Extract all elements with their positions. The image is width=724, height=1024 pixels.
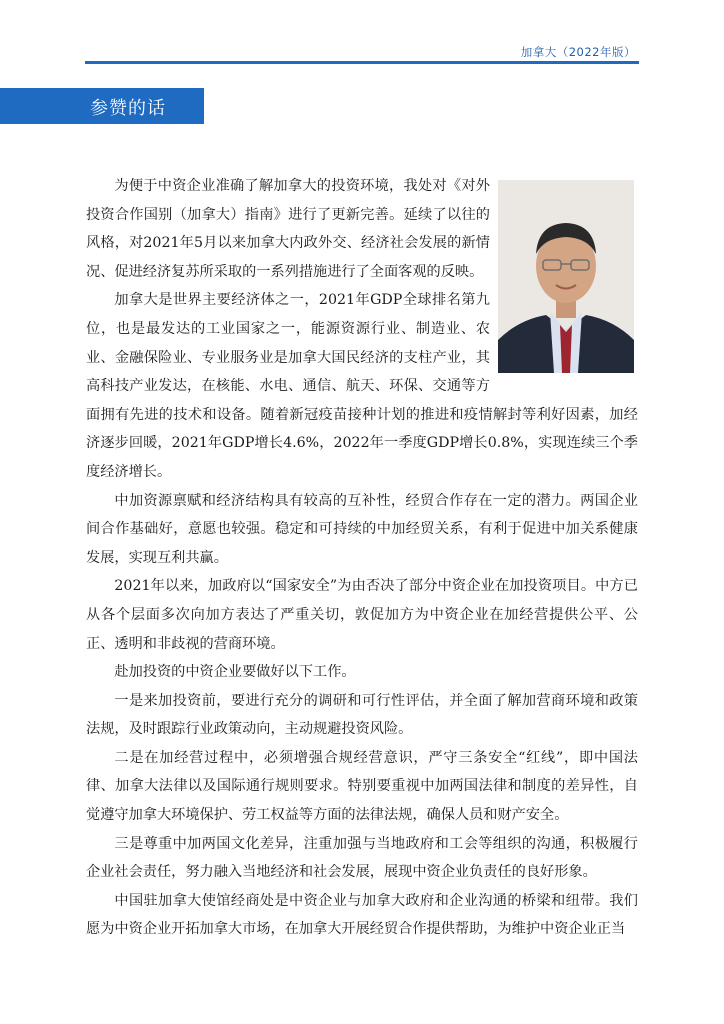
paragraph: 赴加投资的中资企业要做好以下工作。	[114, 664, 356, 681]
header-rule	[85, 61, 639, 64]
running-header: 加拿大（2022年版）	[520, 45, 636, 59]
paragraph: 二是在加经营过程中，必须增强合规经营意识，严守三条安全“红线”，即中国法律、加拿大法律以及国际通行规则要求。特别要重视中加两国法律和制度的差异性，自觉遵守加拿大环境保护、劳工权益等方面的法律法规，确保人员和财产安全。	[86, 749, 638, 824]
paragraph: 加拿大是世界主要经济体之一，2021年GDP全球排名第九位，也是最发达的工业国家之一，能源资源行业、制造业、农业、金融保险业、专业服务业是加拿大国民经济的支柱产业，其高科技产业发达，在核能、水电、通信、航天、环保、交通等方面拥有先进的技术和设备。随着新冠疫苗接种计划的推进和疫情解封等利好因素，加经济逐步回暖，2021年GDP增长4.6%，2022年一季度GDP增长0.8%，实现连续三个季度经济增长。	[86, 292, 638, 480]
letter-body	[86, 172, 638, 944]
paragraph: 一是来加投资前，要进行充分的调研和可行性评估，并全面了解加营商环境和政策法规，及时跟踪行业政策动向，主动规避投资风险。	[86, 692, 638, 738]
paragraph: 中加资源禀赋和经济结构具有较高的互补性，经贸合作存在一定的潜力。两国企业间合作基础好，意愿也较强。稳定和可持续的中加经贸关系，有利于促进中加关系健康发展，实现互利共赢。	[86, 492, 638, 566]
paragraph: 中国驻加拿大使馆经商处是中资企业与加拿大政府和企业沟通的桥梁和纽带。我们愿为中资企业开拓加拿大市场，在加拿大开展经贸合作提供帮助，为维护中资企业正当	[86, 892, 638, 938]
section-title: 参赞的话	[90, 98, 166, 119]
paragraph: 为便于中资企业准确了解加拿大的投资环境，我处对《对外投资合作国别（加拿大）指南》进行了更新完善。延续了以往的风格，对2021年5月以来加拿大内政外交、经济社会发展的新情况、促进经济复苏所采取的一系列措施进行了全面客观的反映。	[86, 178, 490, 280]
paragraph: 2021年以来，加政府以“国家安全”为由否决了部分中资企业在加投资项目。中方已从各个层面多次向加方表达了严重关切，敦促加方为中资企业在加经营提供公平、公正、透明和非歧视的营商环境。	[86, 578, 638, 652]
photo-wrap-spacer	[490, 172, 638, 390]
paragraph: 三是尊重中加两国文化差异，注重加强与当地政府和工会等组织的沟通，积极履行企业社会责任，努力融入当地经济和社会发展，展现中资企业负责任的良好形象。	[86, 835, 638, 881]
